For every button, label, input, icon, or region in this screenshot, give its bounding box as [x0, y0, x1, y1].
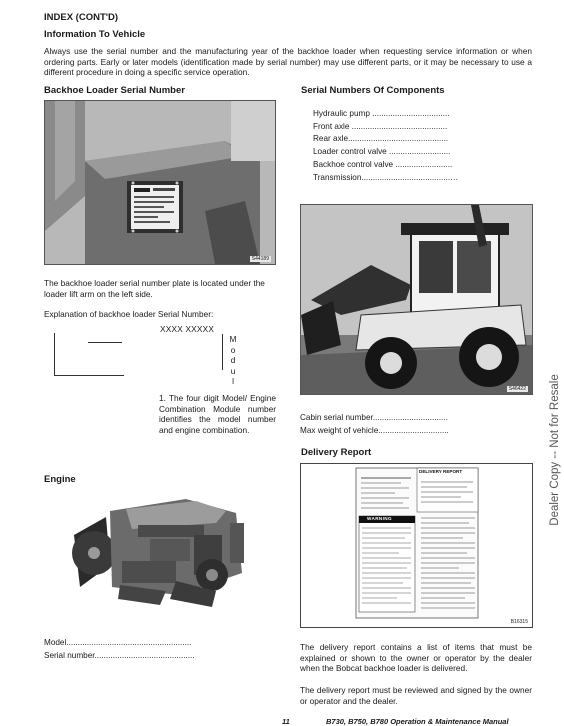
component-item-loader-control-valve: Loader control valve ...........................	[313, 147, 451, 157]
photo-id-label: B16315	[510, 619, 528, 625]
components-list	[313, 108, 458, 184]
diagram-connector	[222, 334, 223, 370]
vertical-word	[229, 334, 237, 387]
vertical-letter: o	[230, 344, 236, 355]
component-item-transmission: Transmission.......................................…	[313, 172, 459, 182]
page-title: INDEX (CONT'D)	[44, 12, 119, 23]
vertical-letter: M	[229, 334, 237, 344]
delivery-report-image	[300, 463, 533, 628]
section-heading-delivery-report: Delivery Report	[301, 447, 372, 458]
serial-plate-photo	[44, 100, 276, 265]
delivery-report-paragraph-1: The delivery report contains a list of items that must be explained or shown to the owner or operator by the dealer when the Bobcat backhoe loader is delivered.	[300, 642, 532, 674]
photo-id-label: S44189	[251, 256, 269, 262]
module-note: 1. The four digit Model/ Engine Combination Module number identifies the model number and engine combination.	[159, 393, 276, 435]
engine-illustration	[66, 495, 256, 613]
engine-image	[66, 495, 256, 613]
vertical-letter: u	[230, 365, 236, 376]
component-item-hydraulic-pump: Hydraulic pump ..................................	[313, 109, 450, 118]
diagram-bracket-bottom	[54, 375, 124, 376]
warning-label: WARNING	[367, 516, 393, 521]
delivery-report-doc-title: DELIVERY REPORT	[419, 469, 463, 474]
photo-id-label: S46422	[508, 386, 526, 392]
cabin-serial-field: Cabin serial number.................................	[300, 413, 448, 422]
component-item-front-axle: Front axle ..........................................	[313, 121, 448, 131]
page-number: 11	[282, 717, 290, 726]
vertical-letter: d	[230, 355, 236, 366]
diagram-bracket-left	[54, 333, 55, 375]
max-weight-field: Max weight of vehicle...............................	[300, 426, 449, 435]
engine-serial-field: Serial number............................................	[44, 651, 195, 660]
vertical-letter: l	[232, 376, 234, 387]
section-heading-backhoe-serial: Backhoe Loader Serial Number	[44, 85, 185, 96]
section-heading-engine: Engine	[44, 474, 76, 485]
info-paragraph: Always use the serial number and the manufacturing year of the backhoe loader when requesting service information or when ordering parts. Early or later models (identification made by serial number) may use different parts, or it may be necessary to use a different procedure in doing a specific service operation.	[44, 46, 532, 78]
diagram-pointer	[88, 342, 122, 343]
backhoe-loader-photo	[300, 204, 533, 395]
delivery-report-paragraph-2: The delivery report must be reviewed and signed by the owner or operator and the dealer.	[300, 685, 532, 706]
engine-model-field: Model.......................................................	[44, 638, 192, 647]
serial-plate-caption: The backhoe loader serial number plate is located under the loader lift arm on the left side.	[44, 278, 265, 299]
component-item-rear-axle: Rear axle............................................	[313, 134, 449, 144]
backhoe-loader-illustration	[301, 205, 532, 394]
manual-title-footer: B730, B750, B780 Operation & Maintenance Manual	[326, 717, 509, 726]
section-heading-components: Serial Numbers Of Components	[301, 85, 445, 96]
serial-code: XXXX XXXXX	[160, 324, 215, 334]
delivery-report-illustration	[301, 464, 532, 627]
explanation-label: Explanation of backhoe loader Serial Number:	[44, 309, 214, 319]
serial-plate-illustration	[45, 101, 275, 264]
dealer-copy-watermark: Dealer Copy -- Not for Resale	[549, 374, 561, 526]
section-heading-info: Information To Vehicle	[44, 29, 146, 40]
component-item-backhoe-control-valve: Backhoe control valve .........................	[313, 159, 453, 169]
